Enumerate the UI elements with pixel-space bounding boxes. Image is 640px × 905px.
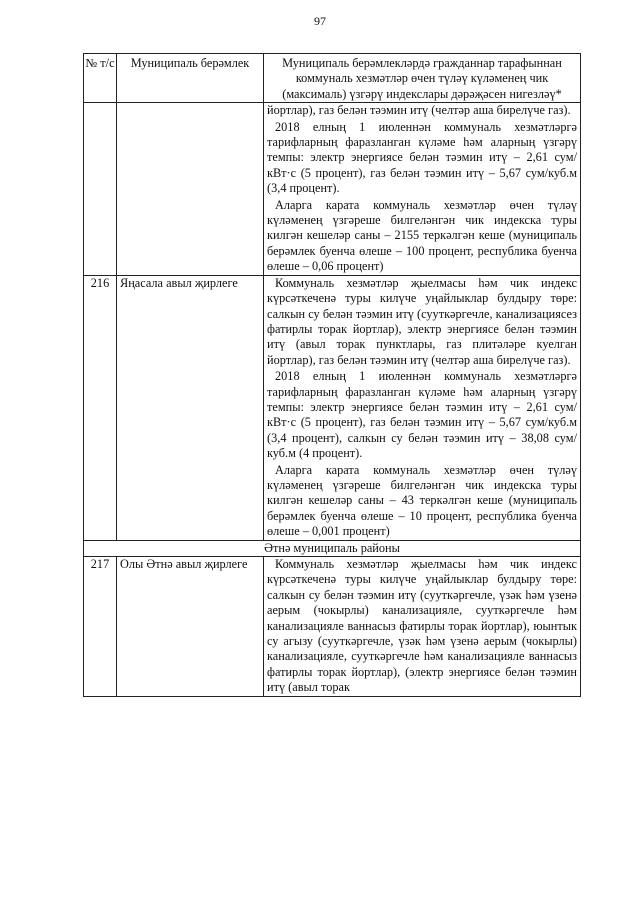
page-number: 97 (314, 14, 326, 28)
paragraph: 2018 елның 1 июленнән коммуналь хезмәтләргә тарифларның фаразланган күләме һәм аларның үзгәрү темпы: электр энергиясе белән тәэмин итү – 2,61 сум/кВт·с (5 процент), газ белән тәэмин итү – 5,67 сум/куб.м (3,4 процент), салкын су белән тәэмин итү – 38,08 сум/куб.м (4 процент). (267, 369, 577, 461)
row-description (264, 275, 581, 540)
section-row (84, 540, 581, 556)
paragraph: Коммуналь хезмәтләр җыелмасы һәм чик индекс күрсәткеченә туры килүче уңайлыклар булдыру төре: салкын су белән тәэмин итү (сууткәргечле, канализациясез фатирлы торак йортлар), электр энергиясе белән тәэмин итү (авыл торак пунктлары, газ плитәләре куелган йортлар), газ белән тәэмин итү (челтәр аша бирелүче газ). (267, 275, 577, 367)
paragraph: 2018 елның 1 июленнән коммуналь хезмәтләргә тарифларның фаразланган күләме һәм аларның үзгәрү темпы: электр энергиясе белән тәэмин итү – 2,61 сум/кВт·с (5 процент), газ белән тәэмин итү – 5,67 сум/куб.м (3,4 процент). (267, 119, 577, 196)
header-number: № т/с (84, 54, 117, 103)
row-description (264, 557, 581, 697)
index-table (83, 53, 581, 697)
row-description (264, 103, 581, 275)
header-description: Муниципаль берәмлекләрдә гражданнар тарафыннан коммуналь хезмәтләр өчен түләү күләменең чик (максималь) үзгәрү индекслары дәрәҗәсен нигезләү* (264, 54, 581, 103)
paragraph: йортлар), газ белән тәэмин итү (челтәр аша бирелүче газ). (267, 103, 571, 118)
table-row (84, 275, 581, 540)
table-row (84, 103, 581, 275)
section-title: Әтнә муниципаль районы (84, 540, 581, 556)
table-row (84, 557, 581, 697)
paragraph: Аларга карата коммуналь хезмәтләр өчен түләү күләменең үзгәреше билгеләнгән чик индекска туры килгән кешеләр саны – 43 теркәлгән кеше (муниципаль берәмлек буенча өлеше – 10 процент, республика буенча өлеше – 0,001 процент) (267, 462, 577, 539)
paragraph: Коммуналь хезмәтләр җыелмасы һәм чик индекс күрсәткеченә туры килүче уңайлыклар булдыру төре: салкын су белән тәэмин итү (сууткәргечле, үзәк һәм үзенә аерым (чокырлы) канализацияле, сууткәргечле һәм канализацияле ваннасыз фатирлы торак йортлар), юынтык су агызу (сууткәргечле, үзәк һәм үзенә аерым (чокырлы) канализацияле, сууткәргечле һәм канализацияле ваннасыз фатирлы торак йортлар), (электр энергиясе белән тәэмин итү (авыл торак (267, 557, 577, 695)
row-municipality: Олы Әтнә авыл җирлеге (117, 557, 264, 697)
row-number: 217 (84, 557, 117, 697)
row-number: 216 (84, 275, 117, 540)
paragraph: Аларга карата коммуналь хезмәтләр өчен түләү күләменең үзгәреше билгеләнгән чик индекска туры килгән кешеләр саны – 2155 теркәлгән кеше (муниципаль берәмлек буенча өлеше – 100 процент, республика буенча өлеше – 0,06 процент) (267, 197, 577, 274)
row-municipality: Яңасала авыл җирлеге (117, 275, 264, 540)
table-header-row (84, 54, 581, 103)
row-number (84, 103, 117, 275)
row-municipality (117, 103, 264, 275)
header-municipality: Муниципаль берәмлек (117, 54, 264, 103)
